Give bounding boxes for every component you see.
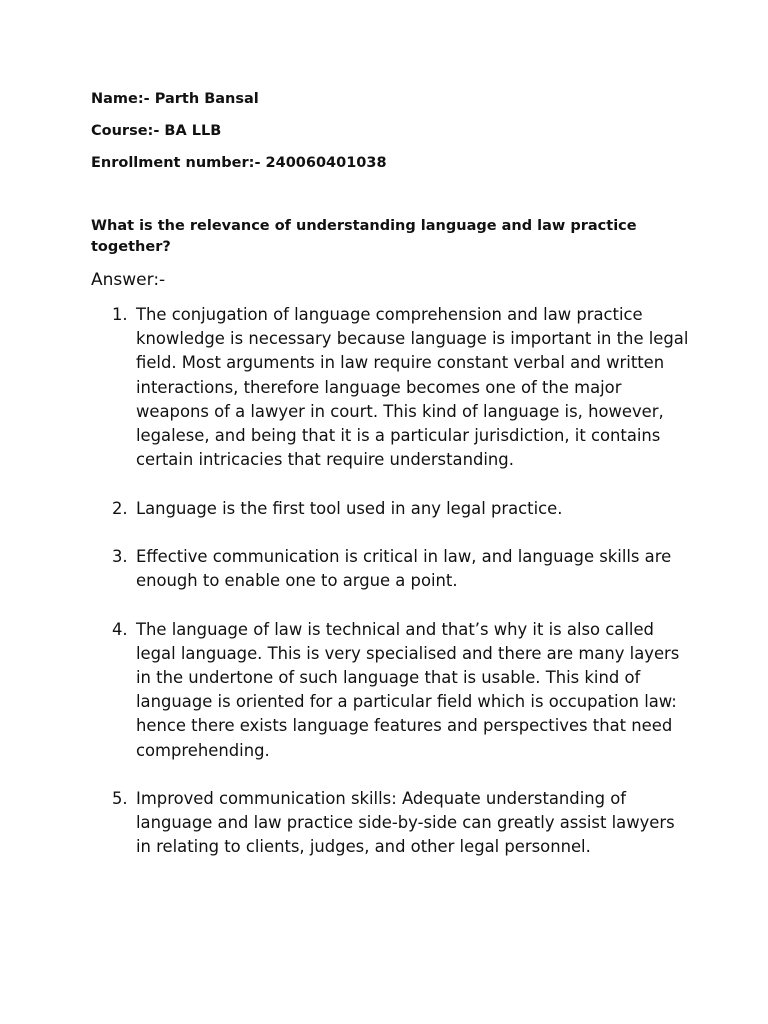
answer-item	[112, 303, 692, 472]
answer-item	[112, 787, 692, 860]
student-name: Name:- Parth Bansal	[91, 91, 259, 107]
answer-item-number: 5.	[112, 789, 128, 808]
answer-item-number: 4.	[112, 619, 128, 639]
answer-item-number: 2.	[112, 498, 128, 518]
answer-item-text: The language of law is technical and that’s why it is also called legal language. This is very specialised and there are many layers in the undertone of such language that is usable. This kind of language is oriented for a particular field which is occupation law: hence there exists language features and perspectives that need comprehending.	[136, 619, 680, 760]
answer-list	[112, 303, 692, 884]
answer-item	[112, 618, 692, 763]
answer-item	[112, 545, 692, 593]
answer-item	[112, 497, 692, 521]
answer-item-text: Language is the first tool used in any legal practice.	[136, 498, 563, 518]
answer-item-text: Improved communication skills: Adequate understanding of language and law practice side-by-side can greatly assist lawyers in relating to clients, judges, and other legal personnel.	[136, 789, 675, 857]
answer-item-text: The conjugation of language comprehension and law practice knowledge is necessary because language is important in the legal field. Most arguments in law require constant verbal and written interactions, therefore language becomes one of the major weapons of a lawyer in court. This kind of language is, however, legalese, and being that it is a particular jurisdiction, it contains certain intricacies that require understanding.	[136, 305, 689, 470]
answer-label: Answer:-	[91, 270, 166, 290]
answer-item-number: 1.	[112, 305, 128, 324]
answer-item-text: Effective communication is critical in law, and language skills are enough to enable one to argue a point.	[136, 547, 672, 591]
enrollment-number: Enrollment number:- 240060401038	[91, 155, 387, 171]
question-heading: What is the relevance of understanding language and law practice together?	[91, 218, 637, 255]
answer-item-number: 3.	[112, 547, 128, 566]
course-line: Course:- BA LLB	[91, 123, 222, 139]
